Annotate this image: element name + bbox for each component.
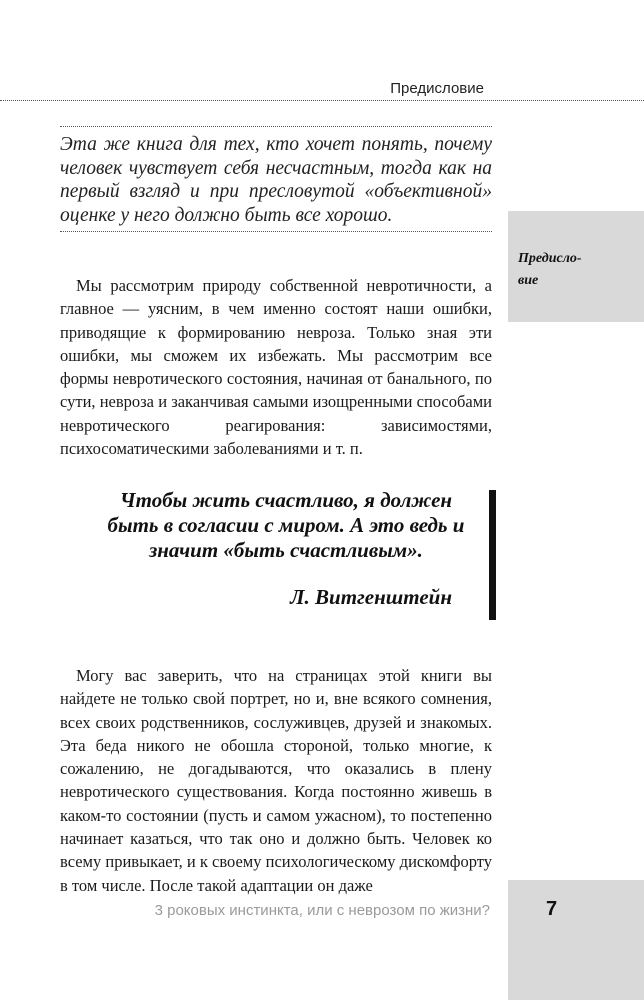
- intro-quote-box: [60, 126, 492, 232]
- epigraph-block: [96, 488, 476, 610]
- quote-top-divider: [60, 126, 492, 127]
- page-number: 7: [546, 898, 558, 920]
- intro-quote-text: Эта же книга для тех, кто хочет понять, почему человек чувствует себя несчастным, тогда как на первый взгляд и при пресловутой «объективной» оценке у него должно быть все хорошо.: [60, 134, 492, 226]
- footer-page-tab: [508, 880, 644, 1000]
- header-divider: [0, 100, 644, 101]
- body-paragraph-2-block: [60, 664, 492, 897]
- body-paragraph-1-block: [60, 274, 492, 460]
- epigraph-vertical-bar: [489, 490, 496, 620]
- running-head-title: Предисловие: [390, 80, 484, 97]
- footer-book-title: 3 роковых инстинкта, или с неврозом по жизни?: [154, 902, 490, 919]
- body-paragraph-2: Могу вас заверить, что на страницах этой книги вы найдете не только свой портрет, но и, вне всякого сомнения, всех своих родственников, сослуживцев, друзей и знакомых. Эта беда никого не обошла стороной, только многие, к сожалению, не догадываются, что оказались в плену невротического существования. Когда постоянно живешь в каком-то состоянии (пусть и самом ужасном), то постепенно начинает казаться, что так оно и должно быть. Человек ко всему привыкает, и к своему психологическому дискомфорту в том числе. После такой адаптации он даже: [60, 666, 492, 895]
- epigraph-text: Чтобы жить счастливо, я должен быть в согласии с миром. А это ведь и значит «быть счастливым».: [107, 488, 465, 562]
- epigraph-author: Л. Витгенштейн: [290, 585, 452, 609]
- body-paragraph-1: Мы рассмотрим природу собственной невротичности, а главное — уясним, в чем именно состоят наши ошибки, приводящие к формированию невроза. Только зная эти ошибки, мы сможем их избежать. Мы рассмотрим все формы невротического состояния, начиная от банального, по сути, невроза и заканчивая самыми изощренными способами невротического реагирования: зависимостями, психосоматическими заболеваниями и т. п.: [60, 276, 492, 459]
- chapter-side-tab-label: Предисло-вие: [518, 251, 582, 288]
- quote-bottom-divider: [60, 231, 492, 232]
